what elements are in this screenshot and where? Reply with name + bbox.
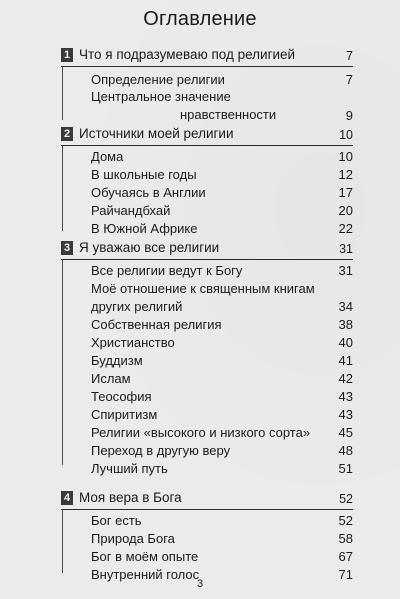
toc-entry (91, 333, 353, 351)
entry-title: Лучший путь (91, 461, 168, 476)
toc-entry (91, 69, 353, 89)
entry-title: Спиритизм (91, 407, 158, 422)
entry-page: 67 (338, 549, 353, 564)
entry-title: Теософия (91, 389, 152, 404)
entry-title: Собственная религия (91, 317, 222, 332)
chapter-title: Источники моей религии (79, 126, 234, 141)
entry-page: 10 (338, 149, 353, 164)
entry-title: Бог есть (91, 513, 142, 528)
entry-title: В школьные годы (91, 167, 197, 182)
section-vertical-rule (62, 66, 63, 120)
entry-page: 48 (338, 443, 353, 458)
page-number: 3 (196, 578, 204, 590)
entry-title: Природа Бога (91, 531, 175, 546)
toc-entry (91, 261, 353, 279)
toc-entry (91, 459, 353, 477)
toc-entry (91, 183, 353, 201)
entry-title: Моё отношение к священным книгам (91, 281, 315, 296)
chapter-number-badge: 2 (61, 127, 73, 141)
chapter-page: 10 (339, 128, 353, 142)
entry-title: Бог в моём опыте (91, 549, 199, 564)
entry-title: Райчандбхай (91, 203, 171, 218)
entry-title: Дома (91, 149, 124, 164)
entry-page: 51 (338, 461, 353, 476)
toc-entry (91, 351, 353, 369)
section-header (61, 44, 353, 67)
entry-page: 12 (338, 167, 353, 182)
entry-title-continued: других религий (91, 299, 183, 314)
chapter-page: 7 (346, 49, 353, 63)
entry-page: 43 (338, 389, 353, 404)
chapter-number-badge: 4 (61, 491, 73, 505)
toc-entry (91, 87, 353, 125)
toc-section-3 (61, 237, 353, 476)
chapter-page: 31 (339, 242, 353, 256)
section-header (61, 237, 353, 260)
entry-page: 40 (338, 335, 353, 350)
toc-entry (91, 423, 353, 441)
toc-entry (91, 369, 353, 387)
entry-page: 38 (338, 317, 353, 332)
entry-title: Обучаясь в Англии (91, 185, 206, 200)
toc-entry (91, 165, 353, 183)
toc-entry (91, 279, 353, 315)
entry-title: Буддизм (91, 353, 143, 368)
section-header (61, 487, 353, 510)
entry-page: 7 (345, 72, 353, 87)
entry-title: В Южной Африке (91, 221, 198, 236)
entry-page: 31 (338, 263, 353, 278)
entry-page: 58 (338, 531, 353, 546)
toc-entry (91, 201, 353, 219)
entry-page: 9 (345, 108, 353, 123)
entry-page: 71 (338, 567, 353, 582)
toc-entry (91, 405, 353, 423)
entry-title: Религии «высокого и низкого сорта» (91, 425, 311, 440)
toc-entry (91, 315, 353, 333)
entry-page: 52 (338, 513, 353, 528)
toc-entry (91, 529, 353, 547)
section-vertical-rule (62, 259, 63, 465)
entry-title: Центральное значение (91, 89, 231, 104)
toc-entry (91, 547, 353, 565)
entry-page: 43 (338, 407, 353, 422)
toc-section-2 (61, 123, 353, 236)
chapter-page: 52 (339, 492, 353, 506)
entry-page: 45 (338, 425, 353, 440)
entry-page: 17 (338, 185, 353, 200)
chapter-number-badge: 1 (61, 48, 73, 62)
chapter-title: Я уважаю все религии (79, 240, 220, 255)
toc-entry (91, 219, 353, 237)
entry-title: Христианство (91, 335, 175, 350)
entry-page: 20 (338, 203, 353, 218)
entry-title: Определение религии (91, 72, 225, 87)
chapter-title: Что я подразумеваю под религией (79, 47, 296, 62)
entry-page: 34 (338, 299, 353, 314)
entry-title: Все религии ведут к Богу (91, 263, 243, 278)
chapter-title: Моя вера в Бога (79, 490, 182, 505)
toc-section-1 (61, 44, 353, 123)
toc-entry (91, 441, 353, 459)
entry-title: Внутренний голос (91, 567, 200, 582)
page-title: Оглавление (143, 8, 257, 30)
entry-title: Ислам (91, 371, 131, 386)
section-header (61, 123, 353, 146)
chapter-number-badge: 3 (61, 241, 73, 255)
section-vertical-rule (62, 509, 63, 573)
toc-entry (91, 147, 353, 165)
entry-title-continued: нравственности (180, 107, 277, 122)
entry-title: Переход в другую веру (91, 443, 231, 458)
toc-entry (91, 511, 353, 529)
entry-page: 22 (338, 221, 353, 236)
toc-section-4 (61, 487, 353, 582)
entry-page: 42 (338, 371, 353, 386)
entry-page: 41 (338, 353, 353, 368)
section-vertical-rule (62, 145, 63, 231)
toc-entry (91, 387, 353, 405)
